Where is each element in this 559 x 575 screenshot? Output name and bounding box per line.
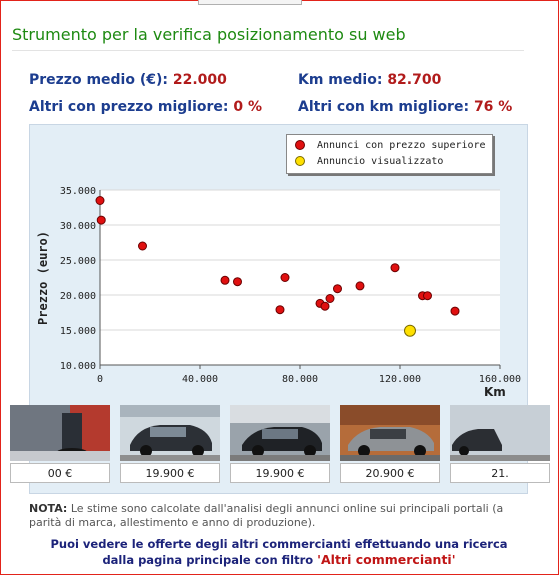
plot-area bbox=[100, 190, 500, 365]
y-tick-label: 30.000 bbox=[59, 221, 96, 232]
x-tick-label: 40.000 bbox=[181, 374, 219, 385]
stat-altri-prezzo-label: Altri con prezzo migliore: bbox=[29, 99, 229, 115]
carousel-price: 20.900 € bbox=[340, 463, 440, 483]
data-point-superiore bbox=[97, 216, 105, 224]
data-point-superiore bbox=[276, 306, 284, 314]
car-photo bbox=[10, 405, 110, 461]
x-axis-label: Km bbox=[484, 385, 506, 399]
legend-label-superiore: Annunci con prezzo superiore bbox=[317, 139, 486, 151]
yellow-dot-icon bbox=[295, 156, 305, 166]
data-point-visualizzato bbox=[405, 325, 416, 336]
x-tick-label: 0 bbox=[96, 374, 104, 385]
y-axis-label: Prezzo (euro) bbox=[36, 231, 50, 325]
legend-item-visualizzato bbox=[295, 154, 443, 168]
x-tick-label: 160.000 bbox=[478, 374, 522, 385]
carousel-price: 19.900 € bbox=[120, 463, 220, 483]
cta-line2-wrap bbox=[14, 552, 544, 568]
carousel-item[interactable] bbox=[340, 405, 440, 485]
car-photo bbox=[450, 405, 550, 461]
stat-altri-prezzo-value: 0 % bbox=[233, 99, 263, 115]
carousel bbox=[47, 405, 512, 485]
data-point-superiore bbox=[96, 197, 104, 205]
stat-altri-km-value: 76 % bbox=[473, 99, 513, 115]
data-point-superiore bbox=[356, 282, 364, 290]
cta-text bbox=[14, 537, 544, 568]
data-point-superiore bbox=[321, 302, 329, 310]
note-label: NOTA: bbox=[29, 502, 68, 515]
data-point-superiore bbox=[281, 274, 289, 282]
data-point-superiore bbox=[391, 264, 399, 272]
x-tick-label: 120.000 bbox=[378, 374, 422, 385]
y-tick-label: 15.000 bbox=[59, 326, 96, 337]
data-point-superiore bbox=[234, 278, 242, 286]
cta-line2: dalla pagina principale con filtro bbox=[102, 553, 318, 567]
carousel-item[interactable] bbox=[450, 405, 550, 485]
note-body: Le stime sono calcolate dall'analisi degli annunci online sui principali portali (a parità di marca, allestimento e anno di produzione). bbox=[29, 502, 504, 529]
data-point-superiore bbox=[424, 292, 432, 300]
data-point-superiore bbox=[326, 295, 334, 303]
y-tick-label: 20.000 bbox=[59, 291, 96, 302]
note-text bbox=[29, 502, 529, 530]
carousel-item[interactable] bbox=[230, 405, 330, 485]
legend-label-visualizzato: Annuncio visualizzato bbox=[317, 155, 444, 167]
stat-prezzo-medio-value: 22.000 bbox=[172, 72, 227, 88]
cta-line1: Puoi vedere le offerte degli altri commercianti effettuando una ricerca bbox=[50, 537, 508, 551]
y-tick-label: 25.000 bbox=[59, 256, 96, 267]
page-title: Strumento per la verifica posizionamento su web bbox=[12, 25, 406, 44]
carousel-price: 19.900 € bbox=[230, 463, 330, 483]
x-tick-label: 80.000 bbox=[281, 374, 319, 385]
carousel-price: 21. bbox=[450, 463, 550, 483]
car-photo bbox=[230, 405, 330, 461]
car-photo bbox=[340, 405, 440, 461]
red-dot-icon bbox=[295, 140, 305, 150]
stat-km-medio-value: 82.700 bbox=[387, 72, 442, 88]
stat-prezzo-medio-label: Prezzo medio (€): bbox=[29, 72, 168, 88]
car-photo bbox=[120, 405, 220, 461]
carousel-item[interactable] bbox=[10, 405, 110, 485]
y-tick-label: 10.000 bbox=[59, 361, 96, 372]
data-point-superiore bbox=[334, 285, 342, 293]
data-point-superiore bbox=[221, 276, 229, 284]
carousel-item[interactable] bbox=[120, 405, 220, 485]
y-tick-label: 35.000 bbox=[59, 186, 96, 197]
data-point-superiore bbox=[139, 242, 147, 250]
legend-item-superiore bbox=[295, 138, 486, 152]
stat-altri-km-label: Altri con km migliore: bbox=[298, 99, 470, 115]
chart-legend bbox=[286, 134, 493, 174]
data-point-superiore bbox=[451, 307, 459, 315]
altri-commercianti-link[interactable]: 'Altri commercianti' bbox=[317, 552, 456, 567]
stat-km-medio-label: Km medio: bbox=[298, 72, 383, 88]
carousel-price: 00 € bbox=[10, 463, 110, 483]
